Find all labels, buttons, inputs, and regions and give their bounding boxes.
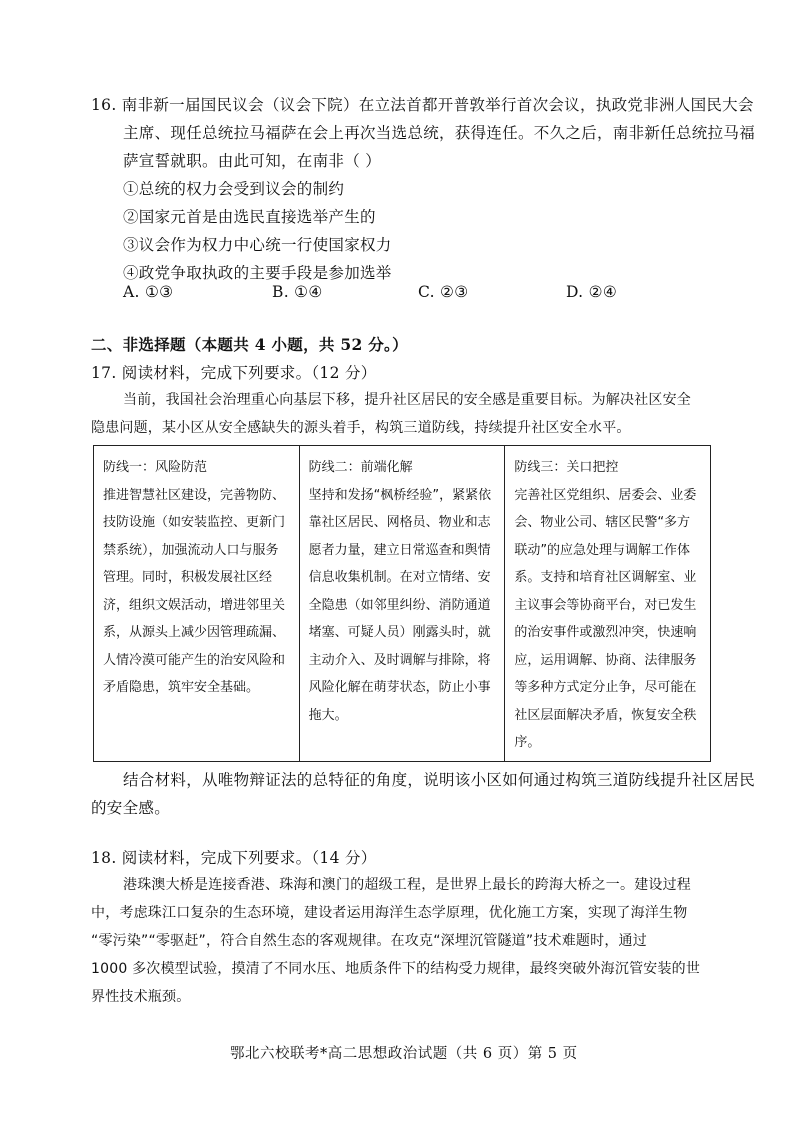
q16-option-d: D. ②④ — [566, 283, 618, 301]
defense-line-2-cell — [299, 446, 505, 762]
defense-line-2-body: 坚持和发扬“枫桥经验”，紧紧依靠社区居民、网格员、物业和志愿者力量，建立日常巡查和舆情信息收集机制。在对立情绪、安全隐患（如邻里纠纷、消防通道堵塞、可疑人员）刚露头时，就主动介入、及时调解与排除，将风险化解在萌芽状态，防止小事拖大。 — [308, 487, 492, 723]
defense-line-1-body: 推进智慧社区建设，完善物防、技防设施（如安装监控、更新门禁系统），加强流动人口与服务管理。同时，积极发展社区经济，组织文娱活动，增进邻里关系，从源头上减少因管理疏漏、人情冷漠可能产生的治安风险和矛盾隐患，筑牢安全基础。 — [103, 487, 286, 695]
q16-option-b: B. ①④ — [272, 283, 323, 301]
q18-line-2: 中，考虑珠江口复杂的生态环境，建设者运用海洋生态学原理，优化施工方案，实现了海洋生物 — [91, 905, 688, 921]
defense-line-2-title: 防线二：前端化解 — [308, 460, 413, 475]
defense-line-3-title: 防线三：关口把控 — [514, 460, 619, 475]
q16-line-1: 16. 南非新一届国民议会（议会下院）在立法首都开普敦举行首次会议，执政党非洲人国民大会 — [91, 96, 754, 114]
q16-statement-2: ②国家元首是由选民直接选举产生的 — [123, 208, 376, 226]
table-row — [94, 446, 711, 762]
defense-line-1-cell — [94, 446, 300, 762]
q16-line-3: 萨宣誓就职。由此可知，在南非（ ） — [123, 152, 382, 170]
section-heading: 二、非选择题（本题共 4 小题，共 52 分。） — [91, 335, 408, 354]
defense-line-3-cell — [505, 446, 711, 762]
q18-line-3: “零污染”“零驱赶”，符合自然生态的客观规律。在攻克“深埋沉管隧道”技术难题时，通过 — [91, 933, 647, 949]
q16-option-a: A. ①③ — [123, 283, 174, 301]
q17-material-line-1: 当前，我国社会治理重心向基层下移，提升社区居民的安全感是重要目标。为解决社区安全 — [123, 392, 691, 408]
defense-lines-table — [93, 445, 711, 762]
q17-question-line-1: 结合材料，从唯物辩证法的总特征的角度，说明该小区如何通过构筑三道防线提升社区居民 — [123, 771, 756, 789]
q18-line-1: 港珠澳大桥是连接香港、珠海和澳门的超级工程，是世界上最长的跨海大桥之一。建设过程 — [123, 877, 691, 893]
page-footer: 鄂北六校联考*高二思想政治试题（共 6 页）第 5 页 — [230, 1046, 578, 1062]
q16-line-2: 主席、现任总统拉马福萨在会上再次当选总统，获得连任。不久之后，南非新任总统拉马福 — [123, 124, 756, 142]
q16-statement-4: ④政党争取执政的主要手段是参加选举 — [123, 264, 392, 282]
q17-question-line-2: 的安全感。 — [91, 799, 171, 817]
q18-line-5: 界性技术瓶颈。 — [91, 989, 191, 1005]
q18-line-4: 1000 多次模型试验，摸清了不同水压、地质条件下的结构受力规律，最终突破外海沉管安装的世 — [91, 961, 701, 977]
q17-material-line-2: 隐患问题，某小区从安全感缺失的源头着手，构筑三道防线，持续提升社区安全水平。 — [91, 420, 631, 436]
defense-line-3-body: 完善社区党组织、居委会、业委会、物业公司、辖区民警“多方联动”的应急处理与调解工作体系。支持和培育社区调解室、业主议事会等协商平台，对已发生的治安事件或激烈冲突，快速响应，运用调解、协商、法律服务等多种方式定分止争，尽可能在社区层面解决矛盾，恢复安全秩序。 — [514, 487, 697, 750]
q16-option-c: C. ②③ — [418, 283, 469, 301]
q16-statement-1: ①总统的权力会受到议会的制约 — [123, 180, 345, 198]
q17-stem: 17. 阅读材料，完成下列要求。（12 分） — [91, 364, 377, 382]
defense-line-1-title: 防线一：风险防范 — [103, 460, 208, 475]
q16-statement-3: ③议会作为权力中心统一行使国家权力 — [123, 236, 392, 254]
q18-stem: 18. 阅读材料，完成下列要求。（14 分） — [91, 849, 377, 867]
